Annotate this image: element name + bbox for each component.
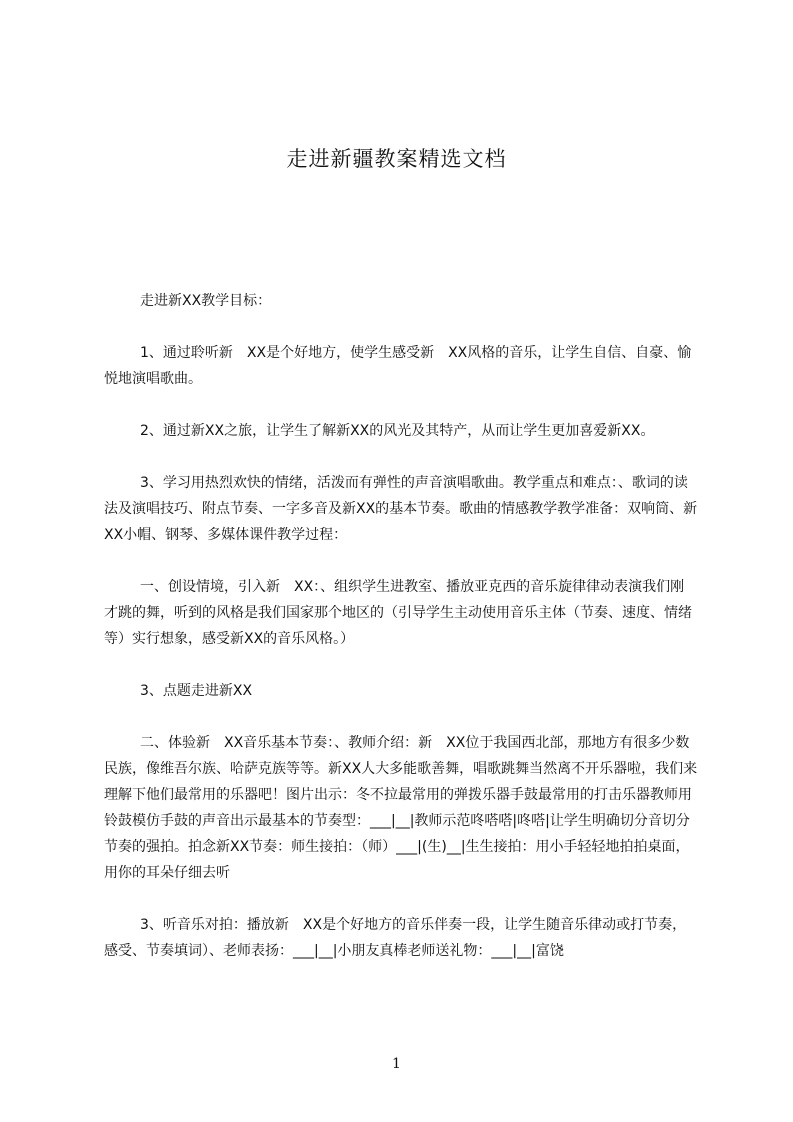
document-title: 走进新疆教案精选文档 [286,147,507,171]
paragraph-objective-1: 1、通过聆听新 XX是个好地方，使学生感受新 XX风格的音乐，让学生自信、自豪、愉悦地演唱歌曲。 [104,345,692,387]
paragraph-step-1-3: 3、点题走进新XX [140,683,253,699]
paragraph-objectives-heading: 走进新XX教学目标： [140,293,272,309]
paragraph-step-2-3: 3、听音乐对拍：播放新 XX是个好地方的音乐伴奏一段，让学生随音乐律动或打节奏，感受、节奏填词）、老师表扬：___|__|小朋友真棒老师送礼物：___|__|富饶 [104,917,687,959]
page-number: 1 [392,1056,401,1072]
document-body [104,288,698,990]
paragraph-step-2: 二、体验新 XX音乐基本节奏：、教师介绍：新 XX位于我国西北部，那地方有很多少数民族，像维吾尔族、哈萨克族等等。新XX人大多能歌善舞，唱歌跳舞当然离不开乐器啦，我们来理解下他们最常用的乐器吧！图片出示：冬不拉最常用的弹拨乐器手鼓最常用的打击乐器教师用铃鼓模仿手鼓的声音出示最基本的节奏型：___|__|教师示范咚嗒嗒|咚嗒|让学生明确切分音切分节奏的强拍。拍念新XX节奏：师生接拍：（师）___|(生)__|生生接拍：用小手轻轻地拍拍桌面，用你的耳朵仔细去听 [104,735,698,881]
paragraph-objective-2: 2、通过新XX之旅，让学生了解新XX的风光及其特产，从而让学生更加喜爱新XX。 [140,423,655,439]
paragraph-objective-3: 3、学习用热烈欢快的情绪，活泼而有弹性的声音演唱歌曲。教学重点和难点：、歌词的读法及演唱技巧、附点节奏、一字多音及新XX的基本节奏。歌曲的情感教学教学准备：双响筒、新XX小帽、钢琴、多媒体课件教学过程： [104,475,698,543]
paragraph-step-1: 一、创设情境，引入新 XX：、组织学生进教室、播放亚克西的音乐旋律律动表演我们刚才跳的舞，听到的风格是我们国家那个地区的（引导学生主动使用音乐主体（节奏、速度、情绪等）实行想象，感受新XX的音乐风格。） [104,579,692,647]
